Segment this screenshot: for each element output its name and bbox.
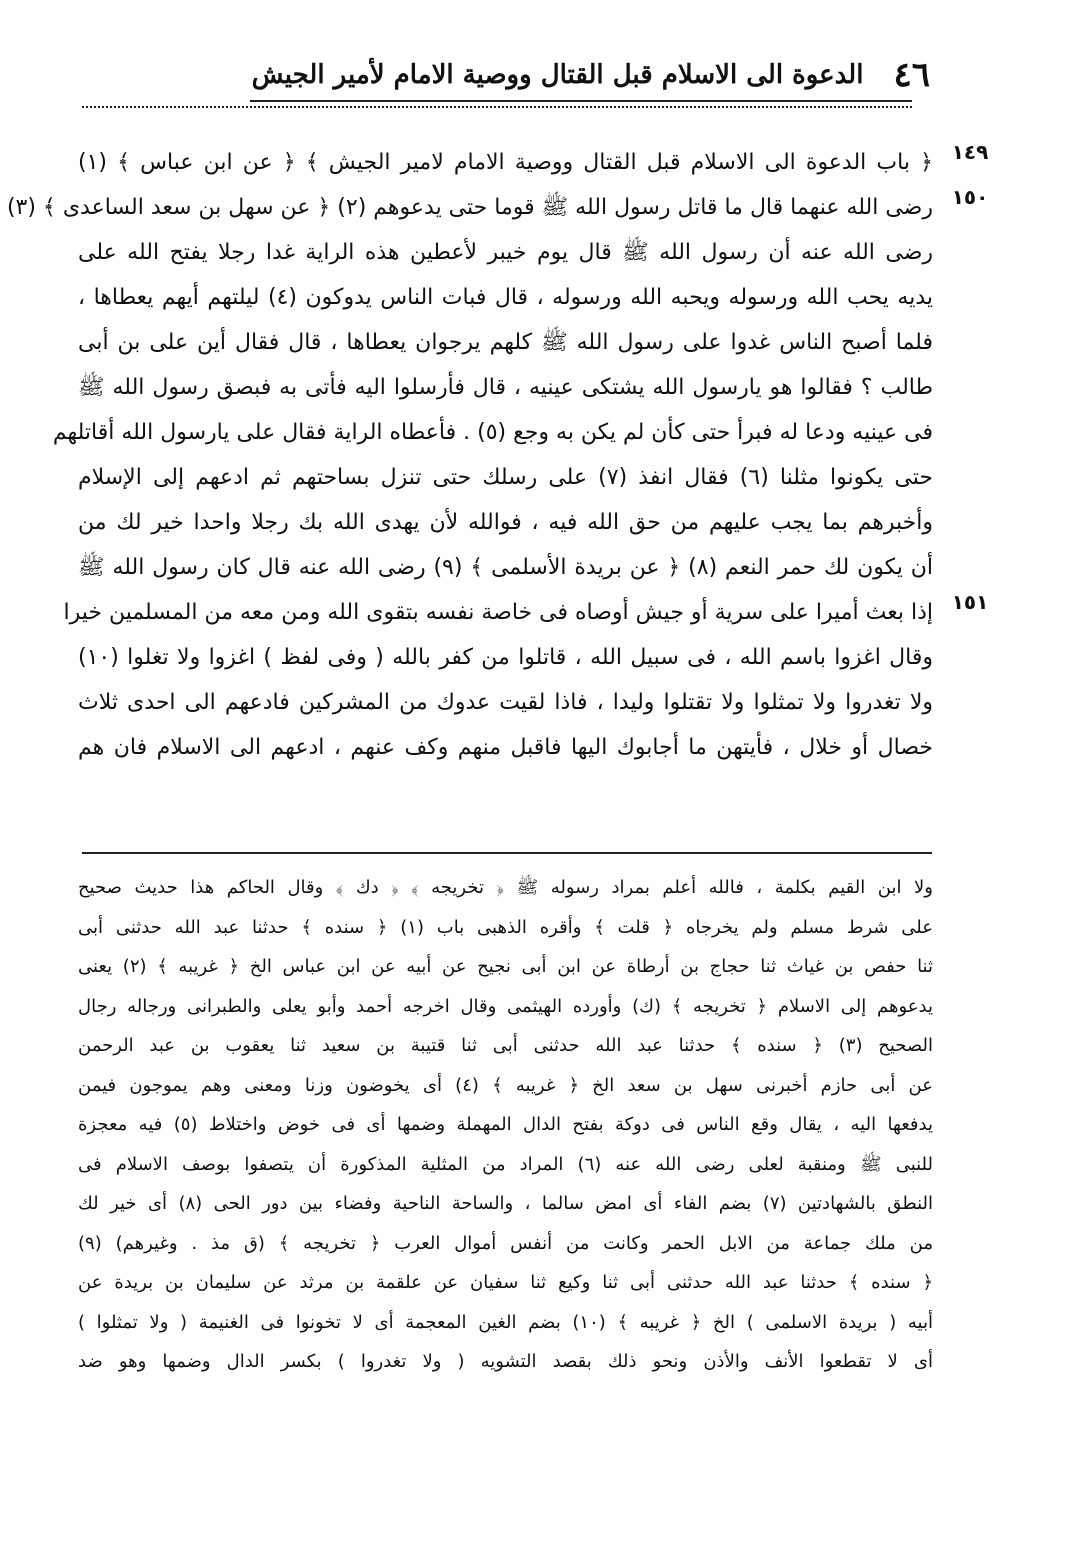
page-number: ٤٦ [893, 55, 930, 95]
footnote-line: عن أبى حازم أخبرنى سهل بن سعد الخ ﴿ غريبه ﴾ (٤) أى يخوضون وزنا ومعنى وهم يموجون فيمن [78, 1074, 933, 1096]
footnote-line: على شرط مسلم ولم يخرجاه ﴿ قلت ﴾ وأقره الذهبى باب (١) ﴿ سنده ﴾ حدثنا عبد الله حدثنى أبى [78, 916, 933, 938]
footnote-line: أى لا تقطعوا الأنف والأذن ونحو ذلك بقصد التشويه ( ولا تغدروا ) بكسر الدال وضمها وهو ضد [78, 1351, 933, 1372]
hadith-number: ١٥١ [951, 590, 989, 614]
hadith-number: ١٤٩ [951, 140, 989, 164]
text-line: أن يكون لك حمر النعم (٨) ﴿ عن بريدة الأسلمى ﴾ (٩) رضى الله عنه قال كان رسول الله ﷺ [78, 555, 933, 580]
text-line: يديه يحب الله ورسوله ويحبه الله ورسوله ، قال فبات الناس يدوكون (٤) ليلتهم أيهم يعطاها ، [78, 285, 933, 310]
footnote-line: من ملك جماعة من الابل الحمر وكانت من أنفس أموال العرب ﴿ تخريجه ﴾ (ق مذ . وغيرهم) (٩) [78, 1232, 933, 1254]
text-line: طالب ؟ فقالوا هو يارسول الله يشتكى عينيه ، قال فأرسلوا اليه فأتى به فبصق رسول الله ﷺ [78, 375, 933, 400]
footnote-line: يدعوهم إلى الاسلام ﴿ تخريجه ﴾ (ك) وأورده الهيثمى وقال اخرجه أحمد وأبو يعلى والطبرانى ورجاله رجال [78, 995, 933, 1017]
text-line: ﴿ باب الدعوة الى الاسلام قبل القتال ووصية الامام لامير الجيش ﴾ ﴿ عن ابن عباس ﴾ (١) [78, 150, 933, 175]
footnote-line: الصحيح (٣) ﴿ سنده ﴾ حدثنا عبد الله حدثنى أبى ثنا قتيبة بن سعيد ثنا يعقوب بن عبد الرحمن [78, 1035, 934, 1056]
text-line: حتى يكونوا مثلنا (٦) فقال انفذ (٧) على رسلك حتى تنزل بساحتهم ثم ادعهم إلى الإسلام [78, 465, 933, 490]
footnote-line: أبيه ( بريدة الاسلمى ) الخ ﴿ غريبه ﴾ (١٠) بضم الغين المعجمة أى لا تخونوا فى الغنيمة ( ولا تمثلوا ) [78, 1311, 933, 1333]
footnote-line: للنبى ﷺ ومنقبة لعلى رضى الله عنه (٦) المراد من المثلية المذكورة أن يتصفوا بوصف الاسلام فى [78, 1153, 934, 1175]
text-line: خصال أو خلال ، فأيتهن ما أجابوك اليها فاقبل منهم وكف عنهم ، ادعهم الى الاسلام فان هم [78, 735, 933, 760]
text-line: وأخبرهم بما يجب عليهم من حق الله فيه ، فوالله لأن يهدى الله بك رجلا واحدا خير لك من [78, 510, 933, 535]
text-line: فى عينيه ودعا له فبرأ حتى كأن لم يكن به وجع (٥) . فأعطاه الراية فقال على يارسول الله أقاتلهم [52, 420, 933, 445]
text-line: فلما أصبح الناس غدوا على رسول الله ﷺ كلهم يرجوان يعطاها ، قال فقال أين على بن أبى [78, 330, 933, 355]
text-line: إذا بعث أميرا على سرية أو جيش أوصاه فى خاصة نفسه بتقوى الله ومن معه من المسلمين خيرا [63, 600, 933, 625]
footnote-line: ﴿ سنده ﴾ حدثنا عبد الله حدثنى أبى ثنا وكيع ثنا سفيان عن علقمة بن مرثد عن سليمان بن بريدة عن [78, 1272, 933, 1293]
main-text [6, 140, 933, 770]
text-line: رضى الله عنهما قال ما قاتل رسول الله ﷺ قوما حتى يدعوهم (٢) ﴿ عن سهل بن سعد الساعدى ﴾ (٣) [6, 195, 933, 220]
footnote-line: ولا ابن القيم بكلمة ، فالله أعلم بمراد رسوله ﷺ ﴿ تخريجه ﴾ ﴿ دك ﴾ وقال الحاكم هذا حديث صحيح [78, 877, 933, 898]
header-dotted-rule [82, 106, 912, 108]
footnote-divider [82, 852, 932, 854]
header-rule [250, 100, 912, 102]
running-header [250, 52, 930, 98]
footnote-line: النطق بالشهادتين (٧) بضم الفاء أى امض سالما ، والساحة الناحية وفضاء بين دور الحى (٨) أى خير لك [78, 1193, 933, 1214]
text-line: رضى الله عنه أن رسول الله ﷺ قال يوم خيبر لأعطين هذه الراية غدا رجلا يفتح الله على [78, 240, 933, 265]
footnote-line: يدفعها اليه ، يقال وقع الناس فى دوكة بفتح الدال المهملة وضمها أى فى خوض واختلاط (٥) فيه معجزة [78, 1114, 933, 1135]
running-title: الدعوة الى الاسلام قبل القتال ووصية الامام لأمير الجيش [251, 60, 864, 90]
hadith-number: ١٥٠ [951, 185, 989, 209]
footnotes [78, 868, 933, 1382]
footnote-line: ثنا حفص بن غياث ثنا حجاج بن أرطاة عن ابن أبى نجيح عن أبيه عن ابن عباس الخ ﴿ غريبه ﴾ (٢) يعنى [78, 956, 933, 977]
text-line: وقال اغزوا باسم الله ، فى سبيل الله ، قاتلوا من كفر بالله ( وفى لفظ ) اغزوا ولا تغلوا (١٠) [78, 645, 933, 670]
text-line: ولا تغدروا ولا تمثلوا ولا تقتلوا وليدا ، فاذا لقيت عدوك من المشركين فادعهم الى احدى ثلاث [78, 690, 933, 715]
